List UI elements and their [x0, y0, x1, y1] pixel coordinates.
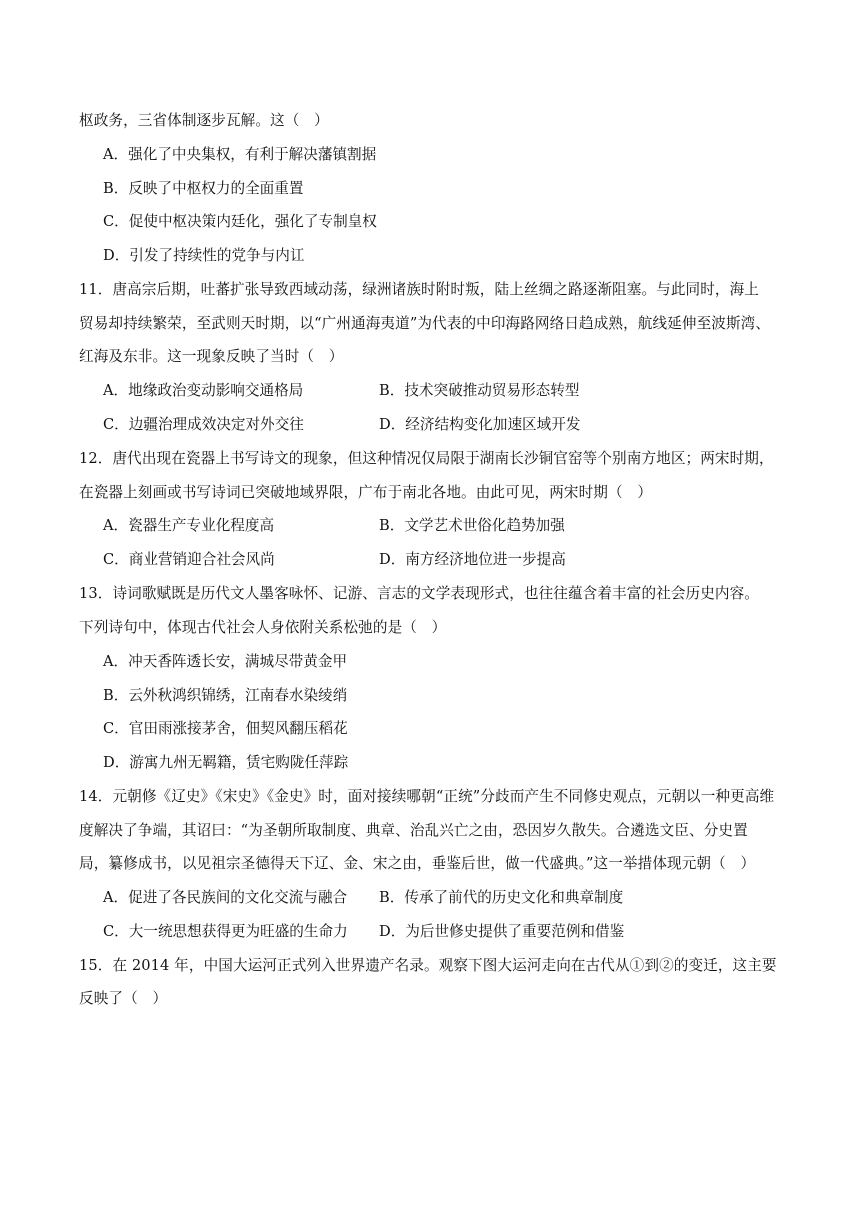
q14-stem-line-1: 14．元朝修《辽史》《宋史》《金史》时，面对接续哪朝“正统”分歧而产生不同修史观点，元朝以一种更高维 [79, 788, 775, 805]
q13-option-c: C．官田雨涨接茅舍，佃契风翻压稻花 [103, 720, 348, 737]
q12-stem-line-1: 12．唐代出现在瓷器上书写诗文的现象，但这种情况仅局限于湖南长沙铜官窑等个别南方地区；两宋时期， [79, 450, 774, 467]
q12-option-d: D．南方经济地位进一步提高 [379, 551, 566, 568]
q12-stem-line-2: 在瓷器上刻画或书写诗词已突破地域界限，广布于南北各地。由此可见，两宋时期（ ） [79, 484, 653, 501]
q11-stem-line-3: 红海及东非。这一现象反映了当时（ ） [79, 348, 344, 365]
q10-option-d: D．引发了持续性的党争与内讧 [103, 247, 305, 264]
q14-stem-line-2: 度解决了争端，其诏曰：“为圣朝所取制度、典章、治乱兴亡之由，恐因岁久散失。合遴选文臣、分史置 [79, 822, 748, 839]
q11-option-c: C．边疆治理成效决定对外交往 [103, 416, 304, 433]
q10-tail: 枢政务，三省体制逐步瓦解。这（ ） [79, 112, 329, 129]
q14-option-c: C．大一统思想获得更为旺盛的生命力 [103, 923, 348, 940]
q11-option-d: D．经济结构变化加速区域开发 [379, 416, 581, 433]
q10-option-b: B．反映了中枢权力的全面重置 [103, 180, 304, 197]
q13-stem-line-1: 13．诗词歌赋既是历代文人墨客咏怀、记游、言志的文学表现形式，也往往蕴含着丰富的社会历史内容。 [79, 585, 759, 602]
q12-option-b: B．文学艺术世俗化趋势加强 [379, 517, 565, 534]
q11-option-a: A．地缘政治变动影响交通格局 [103, 382, 304, 399]
q11-stem-line-1: 11．唐高宗后期，吐蕃扩张导致西域动荡，绿洲诸族时附时叛，陆上丝绸之路逐渐阻塞。与此同时，海上 [79, 281, 759, 298]
q11-option-b: B．技术突破推动贸易形态转型 [379, 382, 580, 399]
q12-option-c: C．商业营销迎合社会风尚 [103, 551, 275, 568]
q15-stem-line-1: 15．在 2014 年，中国大运河正式列入世界遗产名录。观察下图大运河走向在古代从①到②的变迁，这主要 [79, 957, 777, 974]
q13-stem-line-2: 下列诗句中，体现古代社会人身依附关系松弛的是（ ） [79, 619, 447, 636]
q10-option-a: A．强化了中央集权，有利于解决藩镇割据 [103, 146, 377, 163]
q10-option-c: C．促使中枢决策内廷化，强化了专制皇权 [103, 213, 377, 230]
q14-option-a: A．促进了各民族间的文化交流与融合 [103, 889, 348, 906]
q12-option-a: A．瓷器生产专业化程度高 [103, 517, 275, 534]
q11-stem-line-2: 贸易却持续繁荣，至武则天时期，以“广州通海夷道”为代表的中印海路网络日趋成熟，航线延伸至波斯湾、 [79, 315, 771, 332]
q14-option-d: D．为后世修史提供了重要范例和借鉴 [379, 923, 625, 940]
q13-option-d: D．游寓九州无羁籍，赁宅购陇任萍踪 [103, 754, 349, 771]
q14-stem-line-3: 局，纂修成书，以见祖宗圣德得天下辽、金、宋之由，垂鉴后世，做一代盛典。”这一举措体现元朝（ ） [79, 855, 756, 872]
q14-option-b: B．传承了前代的历史文化和典章制度 [379, 889, 624, 906]
q13-option-a: A．冲天香阵透长安，满城尽带黄金甲 [103, 653, 348, 670]
q13-option-b: B．云外秋鸿织锦绣，江南春水染绫绡 [103, 687, 348, 704]
q15-stem-line-2: 反映了（ ） [79, 990, 168, 1007]
